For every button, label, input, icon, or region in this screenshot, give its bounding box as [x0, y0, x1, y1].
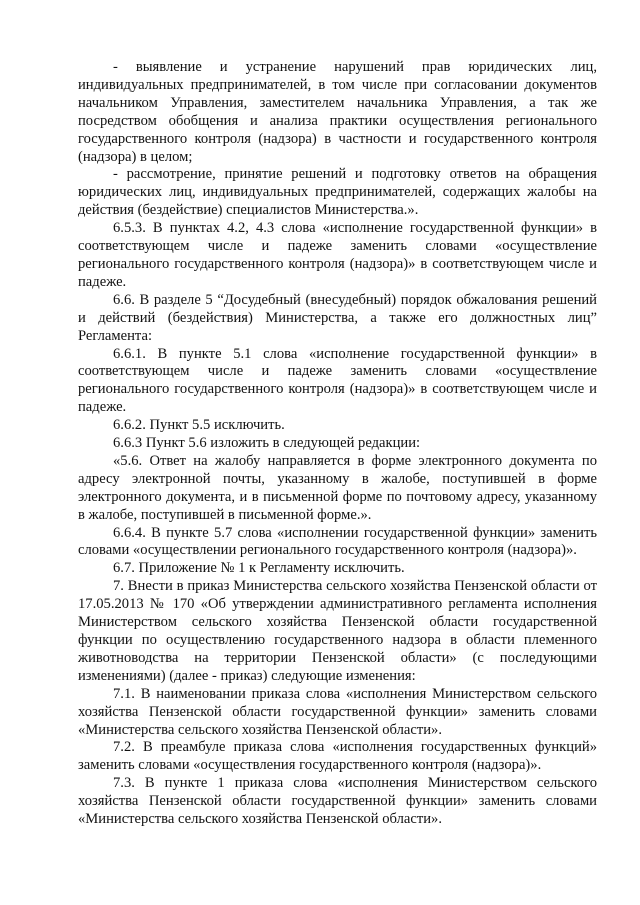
- paragraph-6-7: 6.7. Приложение № 1 к Регламенту исключить.: [113, 560, 405, 577]
- paragraph-6-6-1: 6.6.1. В пункте 5.1 слова «исполнение государственной функции» в соответствующем числе и падеже заменить словами «осуществление регионального государственного контроля (надзора)» в соответствующем числе и падеже.: [78, 345, 597, 416]
- paragraph-7-2: 7.2. В преамбуле приказа слова «исполнения государственных функций» заменить словами «осуществления государственного контроля (надзора)».: [78, 739, 597, 774]
- paragraph-6-6: 6.6. В разделе 5 “Досудебный (внесудебный) порядок обжалования решений и действий (бездействия) Министерства, а также его должностных лиц” Регламента:: [78, 291, 597, 344]
- paragraph-5-6-quote: «5.6. Ответ на жалобу направляется в форме электронного документа по адресу электронной почты, указанному в жалобе, поступившей в форме электронного документа, и в письменной форме по почтовому адресу, указанному в жалобе, поступившей в письменной форме.».: [78, 452, 597, 523]
- paragraph-7-1: 7.1. В наименовании приказа слова «исполнения Министерством сельского хозяйства Пензенской области государственной функции» заменить словами «Министерства сельского хозяйства Пензенской области».: [78, 685, 597, 738]
- paragraph-6-6-3: 6.6.3 Пункт 5.6 изложить в следующей редакции:: [113, 435, 421, 452]
- paragraph-6-6-2: 6.6.2. Пункт 5.5 исключить.: [113, 417, 285, 434]
- paragraph-violations: - выявление и устранение нарушений прав юридических лиц, индивидуальных предпринимателей, в том числе при согласовании документов начальником Управления, заместителем начальника Управления, а так же посредством обобщения и анализа практики осуществления регионального государственного контроля (надзора) в частности и государственного контроля (надзора) в целом;: [78, 59, 597, 165]
- paragraph-7-3: 7.3. В пункте 1 приказа слова «исполнения Министерством сельского хозяйства Пензенской области государственной функции» заменить словами «Министерства сельского хозяйства Пензенской области».: [78, 775, 597, 828]
- paragraph-7: 7. Внести в приказ Министерства сельского хозяйства Пензенской области от 17.05.2013 № 170 «Об утверждении административного регламента исполнения Министерством сельского хозяйства Пензенской области государственной функции по осуществлению государственного надзора в области племенного животноводства на территории Пензенской области» (с последующими изменениями) (далее - приказ) следующие изменения:: [78, 578, 597, 684]
- paragraph-complaints: - рассмотрение, принятие решений и подготовку ответов на обращения юридических лиц, индивидуальных предпринимателей, содержащих жалобы на действия (бездействие) специалистов Министерства.».: [78, 166, 597, 219]
- document-body: [78, 59, 597, 829]
- paragraph-6-5-3: 6.5.3. В пунктах 4.2, 4.3 слова «исполнение государственной функции» в соответствующем числе и падеже заменить словами «осуществление регионального государственного контроля (надзора)» в соответствующем числе и падеже.: [78, 220, 597, 290]
- paragraph-6-6-4: 6.6.4. В пункте 5.7 слова «исполнении государственной функции» заменить словами «осуществлении регионального государственного контроля (надзора)».: [78, 524, 597, 559]
